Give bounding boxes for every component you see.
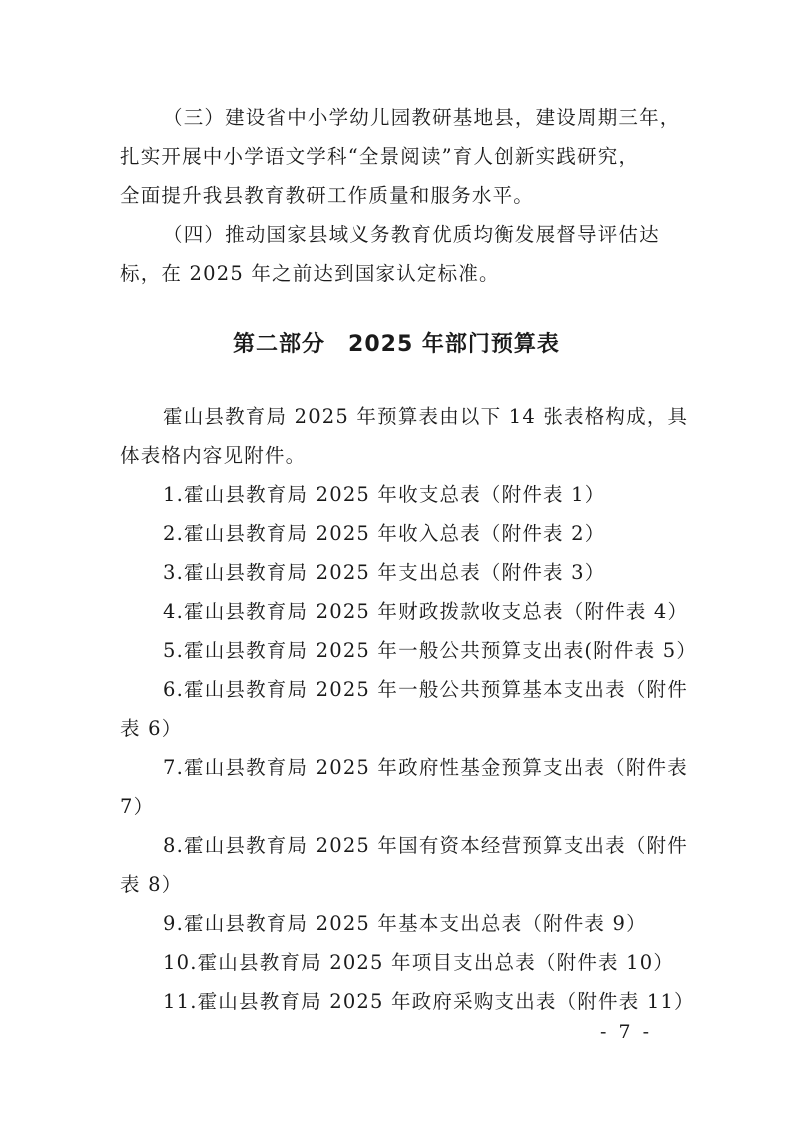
list-item: 5.霍山县教育局 2025 年一般公共预算支出表(附件表 5）: [163, 639, 698, 662]
intro-line-1: 霍山县教育局 2025 年预算表由以下 14 张表格构成，具: [163, 405, 689, 428]
list-item: 11.霍山县教育局 2025 年政府采购支出表（附件表 11）: [163, 990, 695, 1013]
paragraph-3-line-3: 全面提升我县教育教研工作质量和服务水平。: [120, 184, 535, 207]
paragraph-3-line-2: 扎实开展中小学语文学科“全景阅读”育人创新实践研究，: [120, 145, 640, 168]
list-item: 9.霍山县教育局 2025 年基本支出总表（附件表 9）: [163, 912, 647, 935]
list-item: 4.霍山县教育局 2025 年财政拨款收支总表（附件表 4）: [163, 600, 689, 623]
paragraph-4-line-2: 标，在 2025 年之前达到国家认定标准。: [120, 262, 500, 285]
list-item-continuation: 表 8）: [120, 873, 183, 896]
paragraph-3-line-1: （三）建设省中小学幼儿园教研基地县，建设周期三年，: [163, 106, 681, 129]
list-item: 10.霍山县教育局 2025 年项目支出总表（附件表 10）: [163, 951, 675, 974]
list-item-continuation: 表 6）: [120, 717, 183, 740]
list-item-continuation: 7）: [120, 795, 155, 818]
list-item: 8.霍山县教育局 2025 年国有资本经营预算支出表（附件: [163, 834, 688, 857]
list-item: 7.霍山县教育局 2025 年政府性基金预算支出表（附件表: [163, 756, 688, 779]
list-item: 3.霍山县教育局 2025 年支出总表（附件表 3）: [163, 561, 606, 584]
intro-line-2: 体表格内容见附件。: [120, 444, 307, 467]
list-item: 1.霍山县教育局 2025 年收支总表（附件表 1）: [163, 483, 606, 506]
page-number: - 7 -: [600, 1021, 653, 1043]
list-item: 6.霍山县教育局 2025 年一般公共预算基本支出表（附件: [163, 678, 688, 701]
paragraph-4-line-1: （四）推动国家县域义务教育优质均衡发展督导评估达: [163, 223, 660, 246]
section-heading: 第二部分 2025 年部门预算表: [233, 332, 560, 357]
list-item: 2.霍山县教育局 2025 年收入总表（附件表 2）: [163, 522, 606, 545]
